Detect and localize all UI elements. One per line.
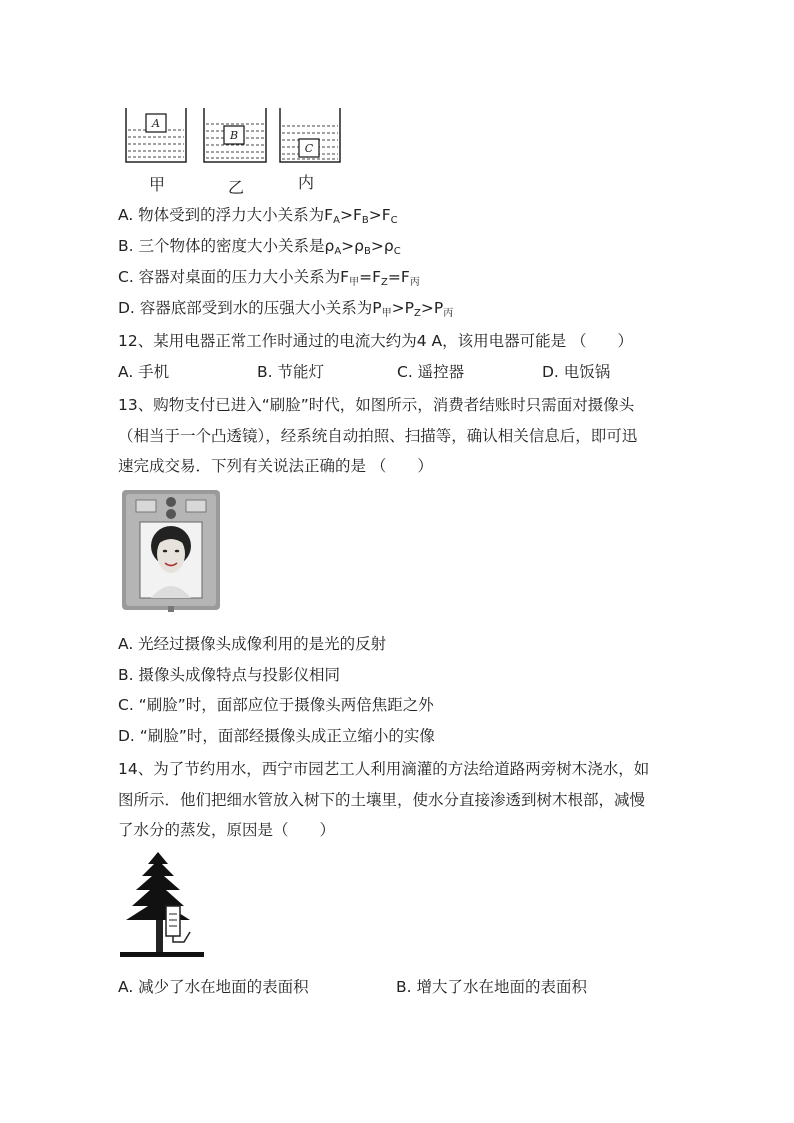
q11-option-c: C. 容器对桌面的压力大小关系为$F_甲=F_Z=F_丙$	[118, 268, 420, 288]
q12-option-b: B. 节能灯	[257, 363, 324, 381]
q13-option-d: D. “刷脸”时，面部经摄像头成正立缩小的实像	[118, 727, 435, 745]
q14-stem-line-1: 14、为了节约用水，西宁市园艺工人利用滴灌的方法给道路两旁树木浇水，如	[118, 760, 650, 778]
block-b-label: B	[229, 129, 239, 142]
q12-option-d: D. 电饭锅	[542, 363, 611, 381]
q11-option-b: B. 三个物体的密度大小关系是$\rho_A>\rho_B>\rho_C$	[118, 237, 401, 257]
tree-drip-irrigation-image	[118, 850, 208, 960]
q14-option-a: A. 减少了水在地面的表面积	[118, 978, 309, 996]
q13-option-a: A. 光经过摄像头成像利用的是光的反射	[118, 635, 387, 653]
q12-stem: 12、某用电器正常工作时通过的电流大约为4 A，该用电器可能是 （ ）	[118, 332, 634, 350]
face-scanner-image	[118, 488, 224, 614]
caption-bing: 内	[298, 173, 315, 192]
caption-jia: 甲	[149, 175, 166, 194]
q14-stem-line-2: 图所示．他们把细水管放入树下的土壤里，使水分直接渗透到树木根部，减慢	[118, 791, 646, 809]
q13-stem-line-2: （相当于一个凸透镜），经系统自动拍照、扫描等，确认相关信息后，即可迅	[118, 427, 638, 445]
block-c-label: C	[304, 142, 314, 155]
q13-option-b: B. 摄像头成像特点与投影仪相同	[118, 666, 340, 684]
q11-option-a: A. 物体受到的浮力大小关系为$F_A>F_B>F_C$	[118, 206, 398, 226]
q13-stem-line-1: 13、购物支付已进入“刷脸”时代，如图所示，消费者结账时只需面对摄像头	[118, 396, 635, 414]
block-a-label: A	[152, 117, 160, 130]
q13-option-c: C. “刷脸”时，面部应位于摄像头两倍焦距之外	[118, 696, 434, 714]
q13-stem-line-3: 速完成交易．下列有关说法正确的是 （ ）	[118, 457, 433, 475]
q12-option-c: C. 遥控器	[397, 363, 465, 381]
q12-option-a: A. 手机	[118, 363, 170, 381]
q14-option-b: B. 增大了水在地面的表面积	[396, 978, 587, 996]
q11-option-d: D. 容器底部受到水的压强大小关系为$P_甲>P_Z>P_丙$	[118, 299, 454, 319]
caption-yi: 乙	[228, 178, 245, 197]
q14-stem-line-3: 了水分的蒸发，原因是（ ）	[118, 821, 336, 839]
